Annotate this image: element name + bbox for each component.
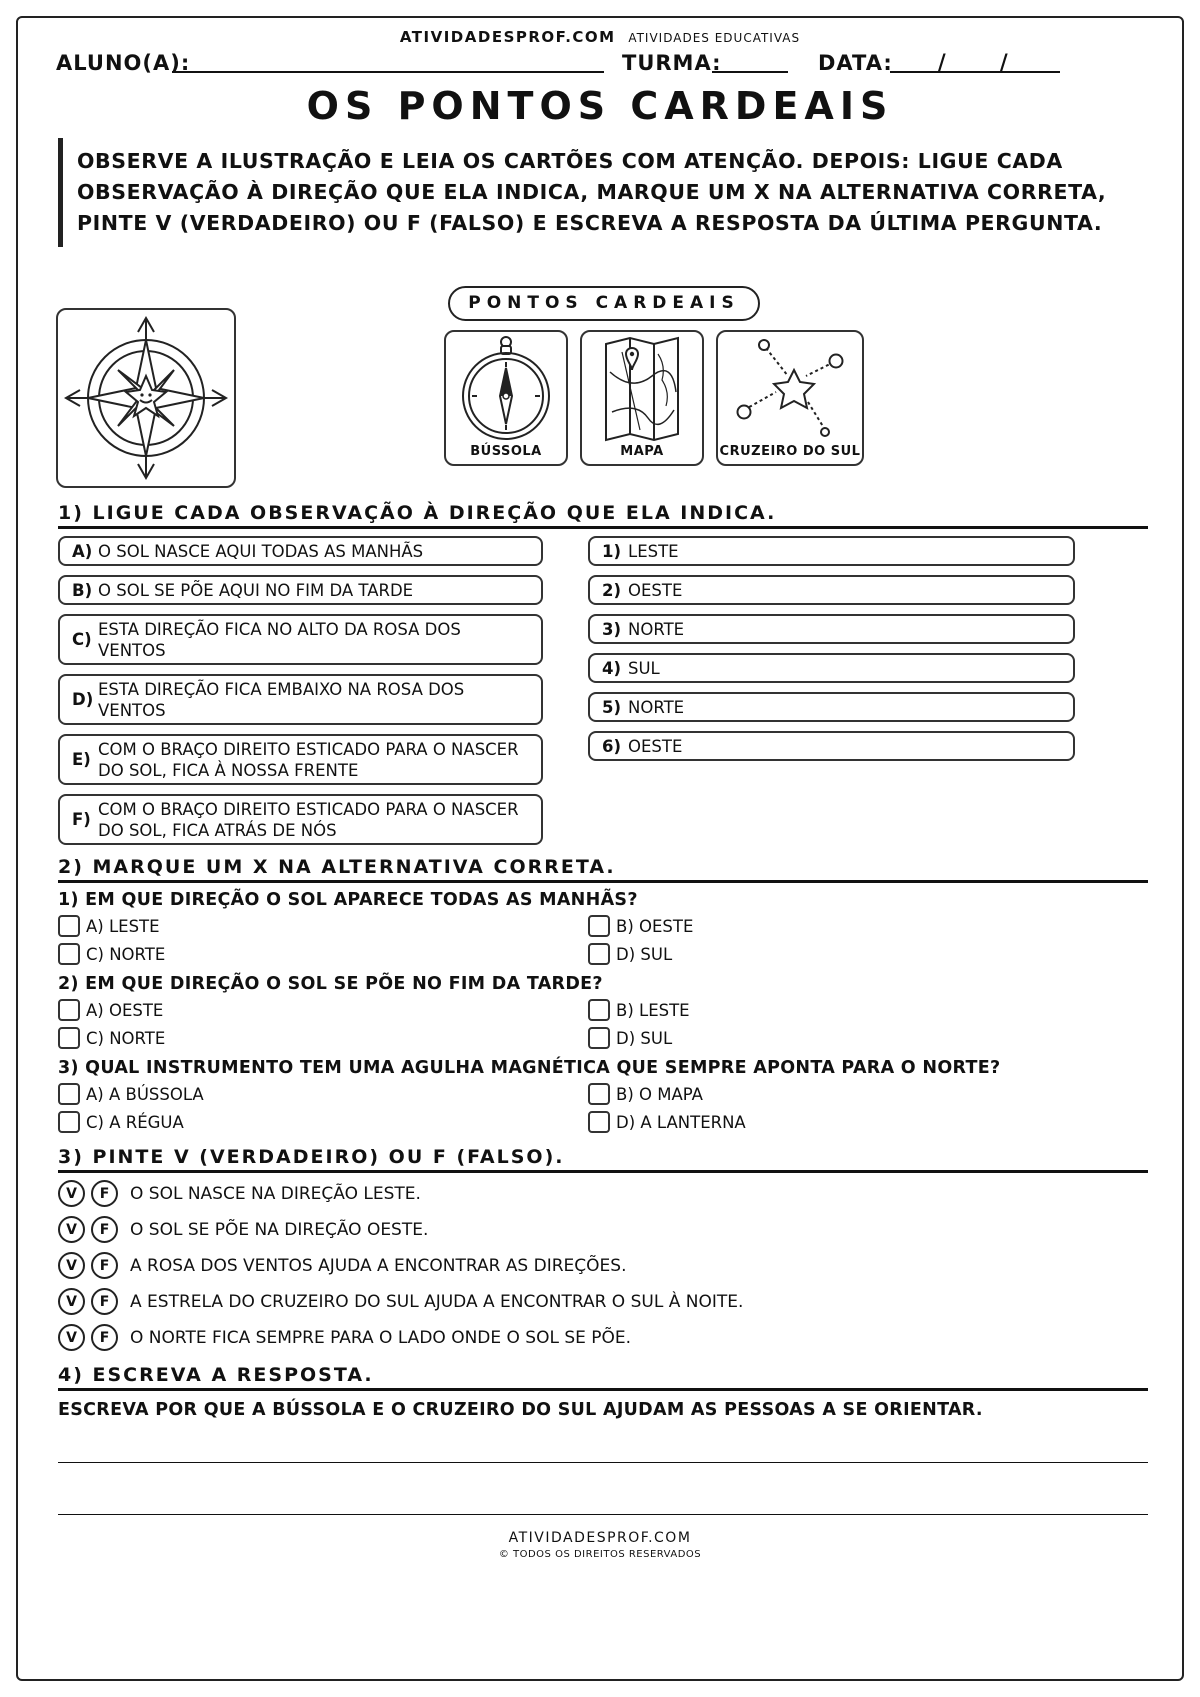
option-q3-a[interactable] [58, 1083, 204, 1105]
option-q2-b[interactable] [588, 999, 690, 1021]
direction-3[interactable] [588, 614, 1075, 644]
section2-rule [58, 880, 1148, 883]
direction-number: 5) [602, 697, 622, 717]
card-map [580, 330, 704, 466]
direction-number: 3) [602, 619, 622, 639]
observation-b[interactable] [58, 575, 543, 605]
worksheet [16, 16, 1184, 1681]
direction-text: OESTE [628, 580, 683, 600]
checkbox[interactable] [58, 943, 80, 965]
date-slash-2: / [1000, 50, 1009, 74]
false-circle[interactable]: F [91, 1252, 118, 1279]
direction-number: 6) [602, 736, 622, 756]
class-label: TURMA: [622, 51, 722, 75]
statement-4 [58, 1288, 743, 1315]
option-q1-b[interactable] [588, 915, 693, 937]
true-circle[interactable]: V [58, 1288, 85, 1315]
observation-letter: E) [72, 750, 91, 769]
card-compass-label: BÚSSOLA [470, 444, 542, 459]
observation-text: O SOL NASCE AQUI TODAS AS MANHÃS [98, 541, 424, 561]
option-label: C) NORTE [86, 1028, 166, 1048]
observation-letter: A) [72, 541, 93, 561]
checkbox[interactable] [588, 999, 610, 1021]
instructions: OBSERVE A ILUSTRAÇÃO E LEIA OS CARTÕES COM ATENÇÃO. DEPOIS: LIGUE CADA OBSERVAÇÃO À DIREÇÃO QUE ELA INDICA, MARQUE UM X NA ALTERNATIVA CORRETA, PINTE V (VERDADEIRO) OU F (FALSO) E ESCREVA A RESPOSTA DA ÚLTIMA PERGUNTA. [58, 138, 1118, 247]
question-2: 2) EM QUE DIREÇÃO O SOL SE PÕE NO FIM DA TARDE? [58, 974, 603, 994]
statement-1 [58, 1180, 421, 1207]
option-q1-c[interactable] [58, 943, 165, 965]
checkbox[interactable] [588, 1083, 610, 1105]
option-label: B) OESTE [616, 916, 694, 936]
true-circle[interactable]: V [58, 1180, 85, 1207]
option-q1-a[interactable] [58, 915, 160, 937]
section1-rule [58, 526, 1148, 529]
option-q3-c[interactable] [58, 1111, 184, 1133]
direction-text: OESTE [628, 736, 683, 756]
statement-text: A ESTRELA DO CRUZEIRO DO SUL AJUDA A ENCONTRAR O SUL À NOITE. [130, 1291, 744, 1312]
checkbox[interactable] [588, 1111, 610, 1133]
observation-e[interactable] [58, 734, 543, 785]
option-q2-d[interactable] [588, 1027, 672, 1049]
observation-text: COM O BRAÇO DIREITO ESTICADO PARA O NASCER DO SOL, FICA ATRÁS DE NÓS [98, 799, 519, 840]
true-circle[interactable]: V [58, 1252, 85, 1279]
compass-icon [446, 332, 566, 444]
observation-a[interactable] [58, 536, 543, 566]
direction-text: LESTE [628, 541, 679, 561]
section2-title: 2) MARQUE UM X NA ALTERNATIVA CORRETA. [58, 856, 616, 878]
page-title: OS PONTOS CARDEAIS [306, 84, 894, 128]
compass-rose-icon [58, 310, 234, 486]
false-circle[interactable]: F [91, 1324, 118, 1351]
card-southern-cross-label: CRUZEIRO DO SUL [719, 444, 861, 459]
direction-text: NORTE [628, 619, 685, 639]
observation-text: ESTA DIREÇÃO FICA NO ALTO DA ROSA DOS VENTOS [98, 619, 461, 660]
date-line[interactable] [890, 71, 1060, 73]
checkbox[interactable] [588, 915, 610, 937]
option-label: A) LESTE [86, 916, 160, 936]
section4-prompt: ESCREVA POR QUE A BÚSSOLA E O CRUZEIRO DO SUL AJUDAM AS PESSOAS A SE ORIENTAR. [58, 1400, 983, 1420]
question-1: 1) EM QUE DIREÇÃO O SOL APARECE TODAS AS MANHÃS? [58, 890, 638, 910]
section4-title: 4) ESCREVA A RESPOSTA. [58, 1364, 374, 1386]
checkbox[interactable] [58, 915, 80, 937]
observation-letter: D) [72, 690, 94, 709]
option-label: D) SUL [616, 944, 673, 964]
direction-6[interactable] [588, 731, 1075, 761]
option-q3-b[interactable] [588, 1083, 703, 1105]
answer-line-2[interactable] [58, 1514, 1148, 1515]
date-slash-1: / [938, 50, 947, 74]
false-circle[interactable]: F [91, 1180, 118, 1207]
direction-text: SUL [628, 658, 660, 678]
observation-text: O SOL SE PÕE AQUI NO FIM DA TARDE [98, 580, 414, 600]
footer-rights: © TODOS OS DIREITOS RESERVADOS [498, 1549, 702, 1560]
answer-line-1[interactable] [58, 1462, 1148, 1463]
map-icon [582, 332, 702, 444]
statement-text: O SOL NASCE NA DIREÇÃO LESTE. [130, 1183, 421, 1204]
true-circle[interactable]: V [58, 1216, 85, 1243]
site-subtitle: ATIVIDADES EDUCATIVAS [628, 31, 801, 45]
checkbox[interactable] [58, 999, 80, 1021]
direction-1[interactable] [588, 536, 1075, 566]
illustration-title: PONTOS CARDEAIS [448, 286, 760, 321]
statement-text: O SOL SE PÕE NA DIREÇÃO OESTE. [130, 1219, 429, 1240]
direction-number: 1) [602, 541, 622, 561]
student-name-line[interactable] [172, 71, 604, 73]
observation-c[interactable] [58, 614, 543, 665]
statement-text: O NORTE FICA SEMPRE PARA O LADO ONDE O SOL SE PÕE. [130, 1327, 632, 1348]
statement-3 [58, 1252, 626, 1279]
checkbox[interactable] [58, 1083, 80, 1105]
option-q3-d[interactable] [588, 1111, 746, 1133]
section1-title: 1) LIGUE CADA OBSERVAÇÃO À DIREÇÃO QUE ELA INDICA. [58, 502, 777, 524]
footer-site: ATIVIDADESPROF.COM [508, 1530, 692, 1546]
section3-title: 3) PINTE V (VERDADEIRO) OU F (FALSO). [58, 1146, 565, 1168]
checkbox[interactable] [58, 1111, 80, 1133]
site-header [18, 28, 1182, 46]
date-label: DATA: [818, 51, 893, 75]
direction-text: NORTE [628, 697, 685, 717]
option-q1-d[interactable] [588, 943, 672, 965]
direction-number: 2) [602, 580, 622, 600]
false-circle[interactable]: F [91, 1288, 118, 1315]
option-label: D) SUL [616, 1028, 673, 1048]
option-label: D) A LANTERNA [616, 1112, 746, 1132]
direction-5[interactable] [588, 692, 1075, 722]
checkbox[interactable] [58, 1027, 80, 1049]
class-line[interactable] [712, 71, 788, 73]
observation-letter: B) [72, 580, 93, 600]
direction-2[interactable] [588, 575, 1075, 605]
site-name: ATIVIDADESPROF.COM [399, 28, 616, 46]
option-label: B) O MAPA [616, 1084, 703, 1104]
section3-rule [58, 1170, 1148, 1173]
checkbox[interactable] [588, 943, 610, 965]
observation-f[interactable] [58, 794, 543, 845]
section4-rule [58, 1388, 1148, 1391]
statement-5 [58, 1324, 631, 1351]
option-q2-c[interactable] [58, 1027, 165, 1049]
student-name-label: ALUNO(A): [56, 51, 191, 75]
option-label: A) A BÚSSOLA [86, 1084, 204, 1104]
statement-2 [58, 1216, 428, 1243]
option-q2-a[interactable] [58, 999, 163, 1021]
observation-text: COM O BRAÇO DIREITO ESTICADO PARA O NASCER DO SOL, FICA À NOSSA FRENTE [98, 739, 519, 780]
true-circle[interactable]: V [58, 1324, 85, 1351]
compass-rose-card [56, 308, 236, 488]
option-label: C) NORTE [86, 944, 166, 964]
option-label: A) OESTE [86, 1000, 164, 1020]
false-circle[interactable]: F [91, 1216, 118, 1243]
statement-text: A ROSA DOS VENTOS AJUDA A ENCONTRAR AS DIREÇÕES. [130, 1255, 627, 1276]
option-label: C) A RÉGUA [86, 1112, 184, 1132]
direction-number: 4) [602, 658, 622, 678]
observation-d[interactable] [58, 674, 543, 725]
observation-text: ESTA DIREÇÃO FICA EMBAIXO NA ROSA DOS VENTOS [98, 679, 465, 720]
checkbox[interactable] [588, 1027, 610, 1049]
card-southern-cross [716, 330, 864, 466]
southern-cross-icon [718, 332, 862, 444]
option-label: B) LESTE [616, 1000, 690, 1020]
card-compass [444, 330, 568, 466]
observation-letter: C) [72, 630, 92, 649]
question-3: 3) QUAL INSTRUMENTO TEM UMA AGULHA MAGNÉTICA QUE SEMPRE APONTA PARA O NORTE? [58, 1058, 1001, 1078]
observation-letter: F) [72, 810, 91, 829]
direction-4[interactable] [588, 653, 1075, 683]
card-map-label: MAPA [620, 444, 664, 459]
